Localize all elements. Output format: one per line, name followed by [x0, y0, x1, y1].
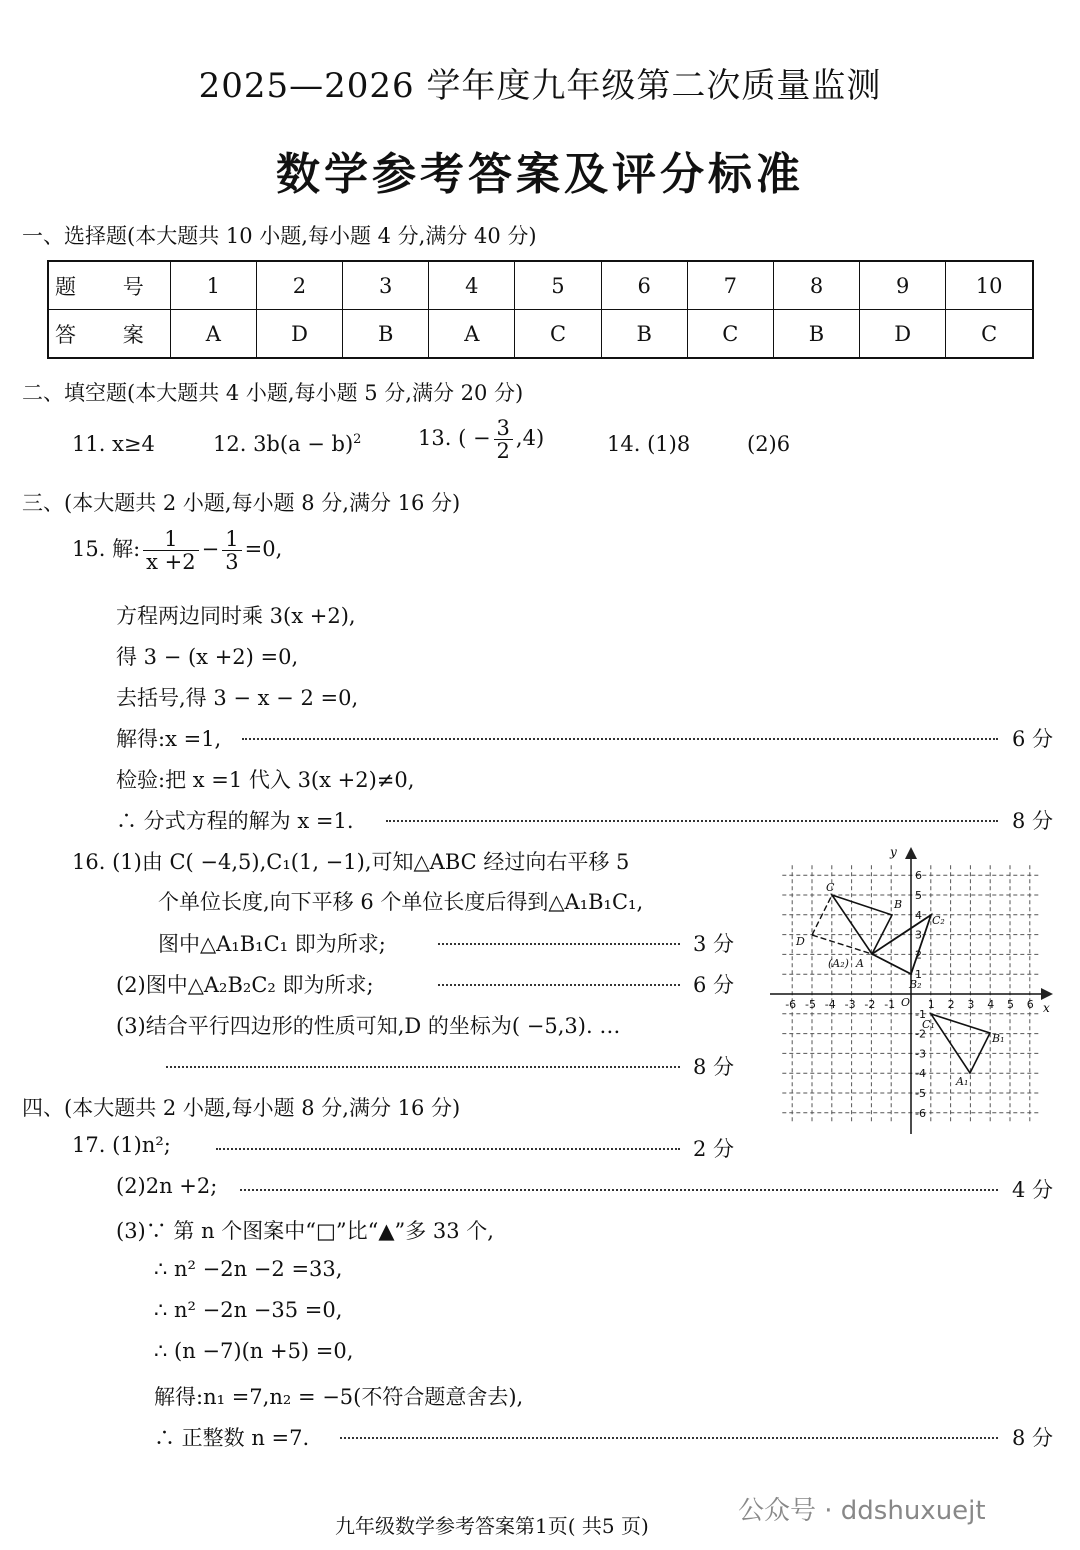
y-axis-label: y [890, 845, 897, 859]
x-tick-label: -1 [884, 998, 896, 1011]
table-cell: 3 [343, 261, 429, 310]
x-tick-label: 5 [1007, 998, 1014, 1011]
point-label-c: C [826, 881, 835, 894]
x-axis-label: x [1043, 1001, 1050, 1015]
point-label-a: A [856, 957, 864, 970]
y-tick-label: -4 [915, 1067, 926, 1081]
solution-line: 图中△A₁B₁C₁ 即为所求; [158, 932, 386, 956]
answer-13-prefix: 13. ( − [418, 426, 491, 451]
table-cell: 1 [170, 261, 256, 310]
table-cell: 8 [773, 261, 859, 310]
y-tick-label: 1 [915, 968, 922, 982]
solution-line: ∴ 正整数 n =7. [154, 1426, 310, 1450]
answer-11: 11. x≥4 [72, 432, 155, 456]
exam-title: 2025—2026 学年度九年级第二次质量监测 [198, 66, 882, 106]
leader-dots [216, 1148, 680, 1150]
origin-label: O [901, 996, 911, 1009]
answer-14-part2: (2)6 [747, 432, 791, 456]
table-cell: C [515, 310, 601, 359]
fraction-denominator: 3 [225, 550, 239, 575]
x-tick-label: -4 [824, 998, 836, 1011]
score-label: 2 分 [693, 1137, 735, 1161]
y-tick-label: -1 [915, 1007, 926, 1021]
score-label: 8 分 [1012, 1426, 1054, 1450]
fraction-numerator: 1 [143, 528, 198, 551]
minus-sign: − [201, 537, 220, 562]
score-label: 8 分 [693, 1055, 735, 1079]
dashed-segment-dc [812, 895, 832, 935]
section-heading: 四、(本大题共 2 小题,每小题 8 分,满分 16 分) [22, 1096, 461, 1120]
table-row [48, 310, 1033, 359]
triangle-a1b1c1 [931, 1014, 990, 1073]
table-cell: D [860, 310, 946, 359]
solution-line: 16. (1)由 C( −4,5),C₁(1, −1),可知△ABC 经过向右平移 5 [72, 850, 630, 874]
solution-line: (2)图中△A₂B₂C₂ 即为所求; [116, 973, 374, 997]
x-tick-label: 4 [987, 998, 995, 1011]
q15-equation [72, 528, 282, 573]
solution-line: 个单位长度,向下平移 6 个单位长度后得到△A₁B₁C₁, [158, 890, 644, 914]
score-label: 3 分 [693, 932, 735, 956]
solution-line: 17. (1)n²; [72, 1133, 171, 1157]
table-cell: 7 [687, 261, 773, 310]
table-row [48, 261, 1033, 310]
solution-line: 去括号,得 3 − x − 2 =0, [116, 686, 359, 710]
table-cell: B [601, 310, 687, 359]
table-cell: 2 [256, 261, 342, 310]
table-cell: C [946, 310, 1033, 359]
page-footer: 九年级数学参考答案第1页( 共5 页) [335, 1514, 649, 1538]
coordinate-graph [768, 842, 1058, 1138]
point-label-a1: A₁ [956, 1075, 969, 1088]
x-tick-label: 3 [967, 998, 975, 1011]
solution-line: 得 3 − (x +2) =0, [116, 645, 299, 669]
point-label-d: D [796, 935, 805, 948]
fraction-numerator: 1 [222, 528, 241, 551]
x-tick-label: -5 [805, 998, 816, 1011]
solution-line: ∴ 分式方程的解为 x =1. [116, 809, 354, 833]
answer-13-suffix: ,4) [515, 426, 545, 451]
solution-line: 解得:n₁ =7,n₂ = −5(不符合题意舍去), [154, 1385, 524, 1409]
table-cell: 9 [860, 261, 946, 310]
leader-dots [242, 738, 998, 740]
point-label-c1: C₁ [922, 1018, 935, 1031]
document-title: 数学参考答案及评分标准 [276, 149, 804, 200]
answer-13 [418, 417, 544, 462]
table-cell: 6 [601, 261, 687, 310]
fraction [143, 528, 198, 573]
section-heading: 一、选择题(本大题共 10 小题,每小题 4 分,满分 40 分) [22, 224, 537, 248]
solution-line: 解得:x =1, [116, 727, 222, 751]
solution-line: ∴ (n −7)(n +5) =0, [154, 1339, 354, 1363]
table-cell: 4 [429, 261, 515, 310]
table-cell: B [773, 310, 859, 359]
y-tick-label: 3 [915, 928, 922, 942]
fraction [494, 417, 513, 462]
answer-14-part1: 14. (1)8 [607, 432, 691, 456]
leader-dots [386, 820, 998, 822]
table-cell: D [256, 310, 342, 359]
answer-12-text: 12. 3b(a − b) [213, 432, 354, 456]
point-label-c2: C₂ [932, 914, 945, 927]
table-cell: A [429, 310, 515, 359]
fraction-numerator: 3 [494, 417, 513, 440]
score-label: 8 分 [1012, 809, 1054, 833]
answer-12-exponent: 2 [353, 432, 362, 447]
solution-line: (3)结合平行四边形的性质可知,D 的坐标为( −5,3). … [116, 1014, 621, 1038]
leader-dots [340, 1437, 998, 1439]
q15-label: 15. 解: [72, 537, 141, 562]
leader-dots [240, 1189, 998, 1191]
fraction-denominator: 2 [496, 439, 510, 464]
y-tick-label: -3 [915, 1047, 926, 1061]
section-heading: 二、填空题(本大题共 4 小题,每小题 5 分,满分 20 分) [22, 381, 524, 405]
answer-12 [213, 432, 361, 456]
y-tick-label: 4 [915, 908, 922, 922]
watermark: 公众号 · ddshuxuejt [738, 1496, 986, 1526]
x-tick-label: 6 [1026, 998, 1034, 1011]
solution-line: (3)∵ 第 n 个图案中“□”比“▲”多 33 个, [116, 1219, 494, 1243]
table-cell: B [343, 310, 429, 359]
table-header-cell: 题 号 [48, 261, 170, 310]
x-tick-label: -2 [864, 998, 876, 1011]
table-cell: A [170, 310, 256, 359]
table-cell: C [687, 310, 773, 359]
y-tick-label: 2 [915, 948, 922, 962]
leader-dots [438, 984, 680, 986]
solution-line: ∴ n² −2n −35 =0, [154, 1298, 343, 1322]
fraction [222, 528, 241, 573]
table-header-cell: 答 案 [48, 310, 170, 359]
equation-rhs: =0, [244, 537, 283, 562]
triangle-a2b2c2 [872, 915, 931, 974]
point-label-b2: B₂ [909, 978, 922, 991]
point-label-a2: (A₂) [828, 957, 849, 970]
y-tick-label: -2 [915, 1027, 926, 1041]
x-tick-label: -3 [844, 998, 856, 1011]
dashed-segment-da [812, 935, 872, 954]
solution-line: 检验:把 x =1 代入 3(x +2)≠0, [116, 768, 415, 792]
x-tick-label: -6 [785, 998, 797, 1011]
point-label-b1: B₁ [992, 1032, 1005, 1045]
triangle-abc [832, 895, 892, 954]
y-tick-label: 5 [915, 889, 922, 902]
table-cell: 10 [946, 261, 1033, 310]
leader-dots [166, 1066, 680, 1068]
score-label: 4 分 [1012, 1178, 1054, 1202]
y-tick-label: -5 [915, 1087, 926, 1100]
y-tick-label: 6 [915, 869, 922, 883]
x-tick-label: 2 [947, 998, 955, 1011]
solution-line: 方程两边同时乘 3(x +2), [116, 604, 356, 628]
score-label: 6 分 [693, 973, 735, 997]
solution-line: (2)2n +2; [116, 1174, 218, 1198]
answer-table [47, 260, 1034, 359]
score-label: 6 分 [1012, 727, 1054, 751]
section-heading: 三、(本大题共 2 小题,每小题 8 分,满分 16 分) [22, 491, 461, 515]
fraction-denominator: x +2 [146, 550, 196, 575]
solution-line: ∴ n² −2n −2 =33, [154, 1257, 343, 1281]
point-label-b: B [894, 898, 903, 911]
x-tick-label: 1 [927, 998, 935, 1011]
table-cell: 5 [515, 261, 601, 310]
leader-dots [438, 943, 680, 945]
y-tick-label: -6 [915, 1106, 926, 1120]
